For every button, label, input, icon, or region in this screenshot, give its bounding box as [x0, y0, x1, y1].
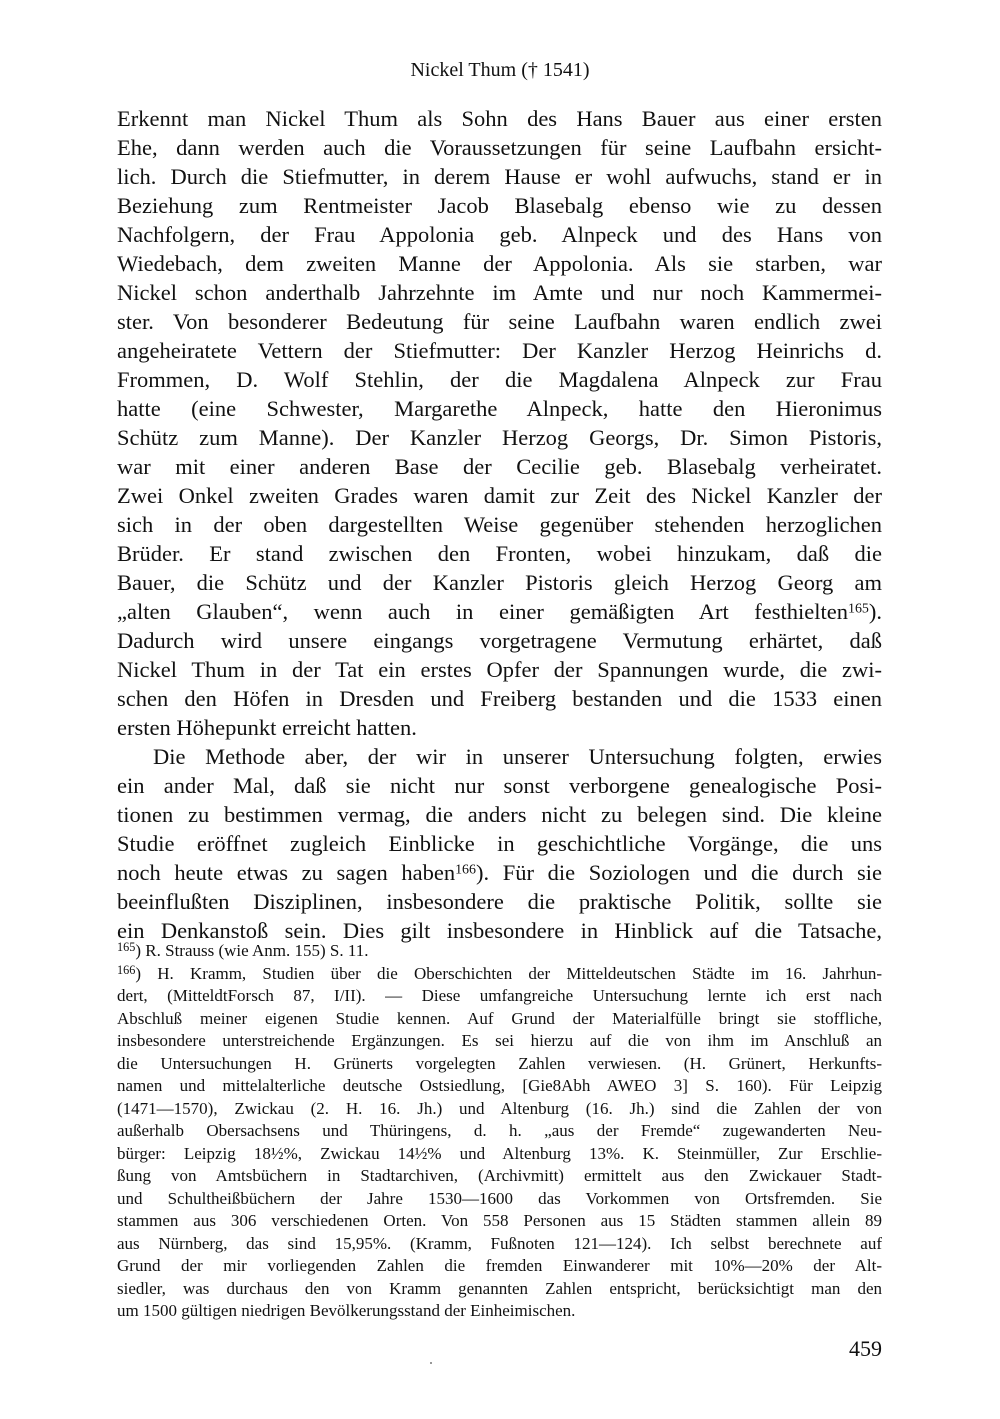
- page-number: 459: [849, 1336, 882, 1361]
- footnote-line: stammen aus 306 verschiedenen Orten. Von 558 Personen aus 15 Städten stammen allein 89: [117, 1211, 882, 1230]
- text-line: angeheiratete Vettern der Stiefmutter: Der Kanzler Herzog Heinrichs d.: [117, 338, 882, 363]
- text-line: Nickel schon anderthalb Jahrzehnte im Amte und nur noch Kammermei-: [117, 280, 882, 305]
- text-line: beeinflußten Disziplinen, insbesondere die praktische Politik, sollte sie: [117, 889, 882, 914]
- footnote-number: 165: [117, 940, 136, 955]
- text-fragment: ).: [868, 599, 882, 624]
- footnote-text: ) H. Kramm, Studien über die Oberschichten der Mitteldeutschen Städte im 16. Jahrhun-: [135, 963, 882, 983]
- text-line: ein Denkanstoß sein. Dies gilt insbesondere in Hinblick auf die Tatsache,: [117, 918, 882, 943]
- text-line: ein ander Mal, daß sie nicht nur sonst verborgene genealogische Posi-: [117, 773, 882, 798]
- footnote-number: 166: [117, 962, 136, 977]
- text-line: Dadurch wird unsere eingangs vorgetragene Vermutung erhärtet, daß: [117, 628, 882, 653]
- footnote-ref-165[interactable]: 165: [847, 601, 869, 617]
- footnote-line: bürger: Leipzig 18½%, Zwickau 14½% und Altenburg 13%. K. Steinmüller, Zur Erschlie-: [117, 1143, 882, 1163]
- text-line-with-footnote-ref: [117, 597, 882, 626]
- footnote-166: [117, 963, 882, 1323]
- text-line: hatte (eine Schwester, Margarethe Alnpeck, hatte den Hieronimus: [117, 396, 882, 421]
- text-fragment: noch heute etwas zu sagen haben: [117, 860, 456, 885]
- footnote-line: (1471—1570), Zwickau (2. H. 16. Jh.) und Altenburg (16. Jh.) sind die Zahlen der von: [117, 1098, 882, 1118]
- main-text: [117, 104, 882, 945]
- paragraph-1: [117, 104, 882, 742]
- text-line-with-footnote-ref: [117, 858, 882, 887]
- text-line: Schütz zum Manne). Der Kanzler Herzog Georgs, Dr. Simon Pistoris,: [117, 425, 882, 450]
- footnote-line: insbesondere unterstreichende Ergänzungen. Es sei hierzu auf die von ihm im Anschluß an: [117, 1031, 882, 1050]
- footnote-165: [117, 940, 882, 963]
- footnote-line: um 1500 gültigen niedrigen Bevölkerungsstand der Einheimischen.: [117, 1301, 576, 1320]
- footnote-line: die Untersuchungen H. Grünerts vorgelegten Zahlen verwiesen. (H. Grünert, Herkunfts-: [117, 1053, 882, 1073]
- footnote-line: ßung von Amtsbüchern in Stadtarchiven, (Archivmitt) ermittelt aus den Zwickauer Stadt-: [117, 1166, 882, 1185]
- footnote-line: [117, 940, 882, 963]
- footnote-line: namen und mittelalterliche deutsche Ostsiedlung, [Gie8Abh AWEO 3] S. 160). Für Leipzig: [117, 1076, 882, 1095]
- footnote-line: und Schultheißbüchern der Jahre 1530—1600 das Vorkommen von Ortsfremden. Sie: [117, 1188, 882, 1208]
- text-line: Ehe, dann werden auch die Voraussetzungen für seine Laufbahn ersicht-: [117, 135, 882, 160]
- text-line: ersten Höhepunkt erreicht hatten.: [117, 715, 417, 740]
- text-line: Erkennt man Nickel Thum als Sohn des Hans Bauer aus einer ersten: [117, 106, 882, 131]
- text-fragment: ). Für die Soziologen und die durch sie: [475, 860, 882, 885]
- footnote-line: siedler, was durchaus den von Kramm genannten Zahlen entspricht, berücksichtigt man den: [117, 1278, 882, 1298]
- paragraph-2: [117, 742, 882, 945]
- text-line: tionen zu bestimmen vermag, die anders nicht zu belegen sind. Die kleine: [117, 802, 882, 827]
- text-fragment: „alten Glauben“, wenn auch in einer gemäßigten Art festhielten: [117, 599, 848, 624]
- footnote-ref-166[interactable]: 166: [455, 862, 476, 878]
- footnote-line: dert, (MitteldtForsch 87, I/II). — Diese umfangreiche Untersuchung lernte ich erst nach: [117, 986, 882, 1005]
- text-line: Zwei Onkel zweiten Grades waren damit zur Zeit des Nickel Kanzler der: [117, 483, 882, 508]
- text-line: Bauer, die Schütz und der Kanzler Pistoris gleich Herzog Georg am: [117, 570, 882, 595]
- text-line: Nachfolgern, der Frau Appolonia geb. Alnpeck und des Hans von: [117, 222, 882, 247]
- text-line: war mit einer anderen Base der Cecilie geb. Blasebalg verheiratet.: [117, 454, 882, 479]
- footnote-line: Abschluß meiner eigenen Studie kennen. Auf Grund der Materialfülle bringt sie stoffliche,: [117, 1008, 882, 1028]
- running-head: Nickel Thum († 1541): [410, 59, 590, 81]
- text-line: lich. Durch die Stiefmutter, in derem Hause er wohl aufwuchs, stand er in: [117, 164, 882, 189]
- footnote-line: außerhalb Obersachsens und Thüringens, d. h. „aus der Fremde“ zugewanderten Neu-: [117, 1121, 882, 1140]
- text-line: Studie eröffnet zugleich Einblicke in geschichtliche Vorgänge, die uns: [117, 831, 882, 856]
- text-line: Brüder. Er stand zwischen den Fronten, wobei hinzukam, daß die: [117, 541, 882, 566]
- text-line: Frommen, D. Wolf Stehlin, der die Magdalena Alnpeck zur Frau: [117, 367, 882, 392]
- text-line: Nickel Thum in der Tat ein erstes Opfer der Spannungen wurde, die zwi-: [117, 657, 882, 682]
- footnote-text: ) R. Strauss (wie Anm. 155) S. 11.: [135, 941, 369, 960]
- footnote-line: Grund der mir vorliegenden Zahlen die fremden Einwanderer mit 10%—20% der Alt-: [117, 1256, 882, 1275]
- footnote-line: [117, 963, 882, 986]
- text-line: Wiedebach, dem zweiten Manne der Appolonia. Als sie starben, war: [117, 251, 882, 276]
- text-line: Die Methode aber, der wir in unserer Untersuchung folgten, erwies: [153, 744, 882, 769]
- text-line: Beziehung zum Rentmeister Jacob Blasebalg ebenso wie zu dessen: [117, 193, 882, 218]
- footnote-line: aus Nürnberg, das sind 15,95%. (Kramm, Fußnoten 121—124). Ich selbst berechnete auf: [117, 1233, 882, 1253]
- text-line: ster. Von besonderer Bedeutung für seine Laufbahn waren endlich zwei: [117, 309, 882, 334]
- text-line: sich in der oben dargestellten Weise gegenüber stehenden herzoglichen: [117, 512, 882, 537]
- print-speck: [430, 1362, 432, 1364]
- text-line: schen den Höfen in Dresden und Freiberg bestanden und die 1533 einen: [117, 686, 882, 711]
- footnotes: [117, 940, 882, 1323]
